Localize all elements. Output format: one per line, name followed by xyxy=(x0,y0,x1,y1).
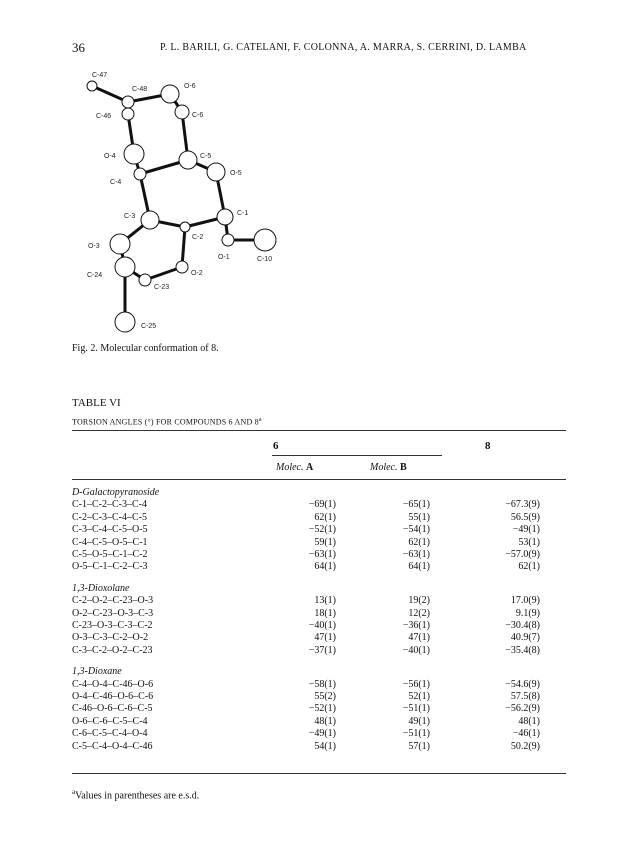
torsion-angle-label: O-2–C-23–O-3–C-3 xyxy=(72,607,154,619)
molec-b-value: 57(1) xyxy=(408,740,430,752)
atom-label: C-24 xyxy=(87,272,103,279)
compound-6-span-rule xyxy=(272,455,442,456)
atom-label: C-4 xyxy=(110,179,122,186)
atom-o-2 xyxy=(176,261,188,273)
atom-c-48 xyxy=(122,96,134,108)
torsion-angle-label: C-3–C-4–C-5–O-5 xyxy=(72,524,148,536)
molec-b-value: 47(1) xyxy=(408,632,430,644)
molecular-conformation-figure xyxy=(70,62,310,342)
molec-a-value: −69(1) xyxy=(308,499,336,511)
atom-o-5 xyxy=(207,163,225,181)
compound-8-value: −35.4(8) xyxy=(505,644,540,656)
author-line: P. L. BARILI, G. CATELANI, F. COLONNA, A. MARRA, S. CERRINI, D. LAMBA xyxy=(160,42,527,53)
atom-c-24 xyxy=(115,257,135,277)
compound-8-value: 53(1) xyxy=(518,536,540,548)
header-bottom-rule xyxy=(72,479,566,480)
molec-a-value: −40(1) xyxy=(308,620,336,631)
compound-8-value: 17.0(9) xyxy=(510,595,540,607)
table-bottom-rule xyxy=(72,773,566,774)
atom-label: C-23 xyxy=(154,284,170,291)
compound-8-value: −46(1) xyxy=(512,728,540,740)
molec-a-value: 18(1) xyxy=(314,607,336,619)
compound-8-header: 8 xyxy=(485,440,491,452)
section-heading: D-Galactopyranoside xyxy=(72,487,160,498)
compound-8-value: −30.4(8) xyxy=(505,620,540,631)
atom-o-4 xyxy=(124,144,144,164)
compound-8-value: 9.1(9) xyxy=(515,607,540,619)
molec-b-value: −40(1) xyxy=(402,644,430,656)
molec-a-value: 13(1) xyxy=(314,595,336,607)
molec-a-header xyxy=(276,462,313,473)
atom-label: O-6 xyxy=(184,83,196,90)
atom-label: C-48 xyxy=(132,86,148,93)
molec-a-value: 48(1) xyxy=(314,715,336,727)
molec-b-value: −51(1) xyxy=(402,703,430,715)
molec-b-value: −65(1) xyxy=(402,499,430,511)
molec-b-value: −54(1) xyxy=(402,524,430,536)
molec-b-value: 62(1) xyxy=(408,536,430,548)
torsion-angle-label: O-6–C-6–C-5–C-4 xyxy=(72,715,148,727)
torsion-angle-label: C-1–C-2–C-3–C-4 xyxy=(72,499,147,511)
molec-b-value: −51(1) xyxy=(402,728,430,740)
molec-b-value: −36(1) xyxy=(402,620,430,631)
atom-o-3 xyxy=(110,234,130,254)
atom-c-23 xyxy=(139,274,151,286)
molec-a-value: −52(1) xyxy=(308,703,336,715)
torsion-angle-label: C-5–C-4–O-4–C-46 xyxy=(72,740,153,752)
molec-b-prefix: Molec. xyxy=(370,462,398,473)
atom-label: O-5 xyxy=(230,170,242,177)
table-top-rule xyxy=(72,430,566,431)
figure-caption: Fig. 2. Molecular conformation of 8. xyxy=(72,343,219,354)
torsion-angle-label: O-3–C-3–C-2–O-2 xyxy=(72,632,149,644)
torsion-angle-label: O-5–C-1–C-2–C-3 xyxy=(72,561,148,573)
molec-a-value: −58(1) xyxy=(308,678,336,690)
torsion-angle-label: C-2–C-3–C-4–C-5 xyxy=(72,511,147,523)
compound-8-value: 48(1) xyxy=(518,715,540,727)
atom-c-5 xyxy=(179,151,197,169)
torsion-angle-label: C-4–O-4–C-46–O-6 xyxy=(72,678,154,690)
table-caption xyxy=(72,417,262,427)
molec-a-value: −49(1) xyxy=(308,728,336,740)
molec-b-value: 55(1) xyxy=(408,511,430,523)
atom-c-10 xyxy=(254,229,276,251)
page-number: 36 xyxy=(72,40,85,55)
compound-8-value: 62(1) xyxy=(518,561,540,573)
atom-label: C-1 xyxy=(237,210,249,217)
atom-c-1 xyxy=(217,209,233,225)
atom-c-3 xyxy=(141,211,159,229)
molec-a-letter: A xyxy=(306,462,314,473)
torsion-angle-label: C-6–C-5–C-4–O-4 xyxy=(72,728,148,740)
atom-c-2 xyxy=(180,222,190,232)
molec-a-value: −52(1) xyxy=(308,524,336,536)
table-caption-text: TORSION ANGLES (°) FOR COMPOUNDS 6 AND 8 xyxy=(72,417,259,427)
atom-label: C-6 xyxy=(192,112,204,119)
molec-a-value: 55(2) xyxy=(314,691,336,702)
footnote-text: Values in parentheses are e.s.d. xyxy=(75,790,200,802)
atom-c-6 xyxy=(175,105,189,119)
compound-6-header: 6 xyxy=(273,440,279,452)
torsion-angle-label: C-3–C-2–O-2–C-23 xyxy=(72,644,153,656)
compound-8-value: −57.0(9) xyxy=(505,549,540,560)
atom-o-6 xyxy=(161,85,179,103)
molec-b-value: 49(1) xyxy=(408,715,430,727)
molec-a-value: −37(1) xyxy=(308,644,336,656)
atom-label: C-47 xyxy=(92,72,108,79)
atom-c-47 xyxy=(87,81,97,91)
atom-c-4 xyxy=(134,168,146,180)
atom-c-46 xyxy=(122,108,134,120)
compound-8-value: 40.9(7) xyxy=(510,632,540,644)
torsion-angle-label: C-2–O-2–C-23–O-3 xyxy=(72,595,154,607)
compound-8-value: −49(1) xyxy=(512,524,540,536)
torsion-angle-label: C-4–C-5–O-5–C-1 xyxy=(72,536,148,548)
running-header xyxy=(72,40,572,56)
atom-o-1 xyxy=(222,234,234,246)
atom-label: C-5 xyxy=(200,153,212,160)
molec-b-value: −63(1) xyxy=(402,549,430,560)
compound-8-value: −54.6(9) xyxy=(505,678,540,690)
atom-label: C-10 xyxy=(257,256,273,263)
atom-label: C-3 xyxy=(124,213,136,220)
torsion-angle-label: C-5–O-5–C-1–C-2 xyxy=(72,549,148,560)
table-title: TABLE VI xyxy=(72,397,121,409)
torsion-angle-label: C-46–O-6–C-6–C-5 xyxy=(72,703,153,715)
compound-8-value: 57.5(8) xyxy=(510,691,540,702)
molec-b-value: 12(2) xyxy=(408,607,430,619)
footnote-mark: a xyxy=(258,417,262,423)
section-heading: 1,3-Dioxane xyxy=(72,666,122,678)
atom-label: C-46 xyxy=(96,113,112,120)
atom-label: O-4 xyxy=(104,153,116,160)
compound-8-value: −67.3(9) xyxy=(505,499,540,511)
molec-a-value: −63(1) xyxy=(308,549,336,560)
atom-label: O-1 xyxy=(218,254,230,261)
molec-a-value: 47(1) xyxy=(314,632,336,644)
molec-a-value: 59(1) xyxy=(314,536,336,548)
molec-a-value: 62(1) xyxy=(314,511,336,523)
atom-label: C-25 xyxy=(141,323,157,330)
molec-b-value: 64(1) xyxy=(408,561,430,573)
molec-b-header xyxy=(370,462,407,473)
compound-8-value: 50.2(9) xyxy=(510,740,540,752)
molec-a-value: 54(1) xyxy=(314,740,336,752)
molec-b-value: 19(2) xyxy=(408,595,430,607)
molec-b-letter: B xyxy=(400,462,407,473)
footnote-mark: a xyxy=(72,788,76,796)
atom-label: O-3 xyxy=(88,243,100,250)
atom-c-25 xyxy=(115,312,135,332)
table-footnote xyxy=(72,788,199,801)
torsion-angle-label: C-23–O-3–C-3–C-2 xyxy=(72,620,153,631)
torsion-angle-label: O-4–C-46–O-6–C-6 xyxy=(72,691,154,702)
molec-b-value: 52(1) xyxy=(408,691,430,702)
atom-label: C-2 xyxy=(192,234,204,241)
molec-a-value: 64(1) xyxy=(314,561,336,573)
molec-b-value: −56(1) xyxy=(402,678,430,690)
section-heading: 1,3-Dioxolane xyxy=(72,582,130,594)
compound-8-value: 56.5(9) xyxy=(510,511,540,523)
atom-label: O-2 xyxy=(191,270,203,277)
compound-8-value: −56.2(9) xyxy=(505,703,540,715)
molec-a-prefix: Molec. xyxy=(276,462,304,473)
